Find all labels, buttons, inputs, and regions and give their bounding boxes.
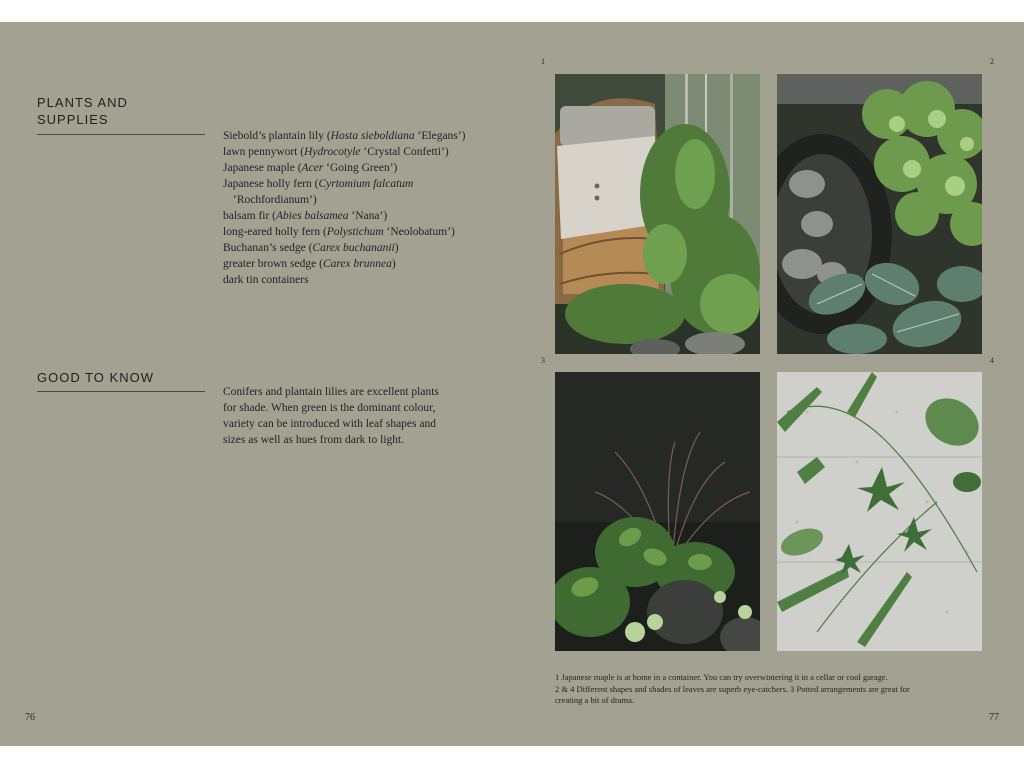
heading-line-1: PLANTS AND [37,95,128,110]
plant-list-item [223,224,513,240]
page-number-right: 77 [989,712,999,723]
plant-common-name: dark tin containers [223,274,309,286]
plant-common-name: long-eared holly fern ( [223,226,327,238]
plant-latin-name: Hosta sieboldiana [330,130,415,142]
plant-list-item [223,240,513,256]
caption-line: creating a bit of drama. [555,695,635,705]
text-line: variety can be introduced with leaf shapes and [223,418,436,430]
plant-latin-name: Hydrocotyle [304,146,361,158]
plant-cultivar: ‘Nana’) [348,210,388,222]
good-to-know-text [223,384,458,448]
plant-common-name: greater brown sedge ( [223,258,323,270]
plant-list-item [223,128,513,144]
photo-number-1: 1 [541,57,545,66]
plant-latin-name: Acer [301,162,324,174]
page-number-left: 76 [25,712,35,723]
plant-latin-name: Abies balsamea [276,210,349,222]
heading-rule [37,134,205,135]
plant-latin-name: Carex buchananii [312,242,395,254]
photo-leaves-on-granite [777,372,982,651]
photo-potted-arrangement [555,372,760,651]
text-line: sizes as well as hues from dark to light. [223,434,405,446]
plant-latin-name: Cyrtomium falcatum [318,178,414,190]
plant-list-item [223,272,513,288]
plant-cultivar: ‘Elegans’) [414,130,466,142]
plant-common-name: balsam fir ( [223,210,277,222]
photo-captions [555,672,985,707]
plant-common-name: ‘Rochfordianum’) [233,194,317,206]
caption-line: 1 Japanese maple is at home in a container. You can try overwintering it in a cellar or cool garage. [555,672,888,682]
plant-cultivar: ) [391,258,396,270]
photo-wicker-chair-maple [555,74,760,354]
caption-line: 2 & 4 Different shapes and shades of leaves are superb eye-catchers. 3 Potted arrangements are great for [555,683,910,694]
plant-common-name: Siebold’s plantain lily ( [223,130,331,142]
plant-common-name: lawn pennywort ( [223,146,305,158]
book-spread [0,22,1024,746]
heading-rule [37,391,205,392]
photo-number-4: 4 [990,356,994,365]
plant-latin-name: Carex brunnea [322,258,392,270]
plant-list-item [223,176,513,192]
plant-list-item [223,256,513,272]
plant-latin-name: Polystichum [326,226,384,238]
plant-cultivar: ) [394,242,399,254]
good-to-know-heading: GOOD TO KNOW [37,370,154,385]
photo-number-3: 3 [541,356,545,365]
plants-and-supplies-heading [37,94,128,128]
plant-list-item [223,144,513,160]
plant-cultivar: ‘Neolobatum’) [383,226,455,238]
plant-common-name: Buchanan’s sedge ( [223,242,313,254]
photo-number-2: 2 [990,57,994,66]
plant-list-item [223,192,513,208]
plant-cultivar: ‘Crystal Confetti’) [360,146,449,158]
text-line: for shade. When green is the dominant colour, [223,402,436,414]
plant-common-name: Japanese maple ( [223,162,302,174]
plant-common-name: Japanese holly fern ( [223,178,319,190]
photo-fire-bowl-hostas [777,74,982,354]
plant-list-item [223,160,513,176]
text-line: Conifers and plantain lilies are excellent plants [223,386,439,398]
plant-cultivar: ‘Going Green’) [323,162,398,174]
plant-list-item [223,208,513,224]
heading-line-2: SUPPLIES [37,112,109,127]
plant-list [223,128,513,288]
